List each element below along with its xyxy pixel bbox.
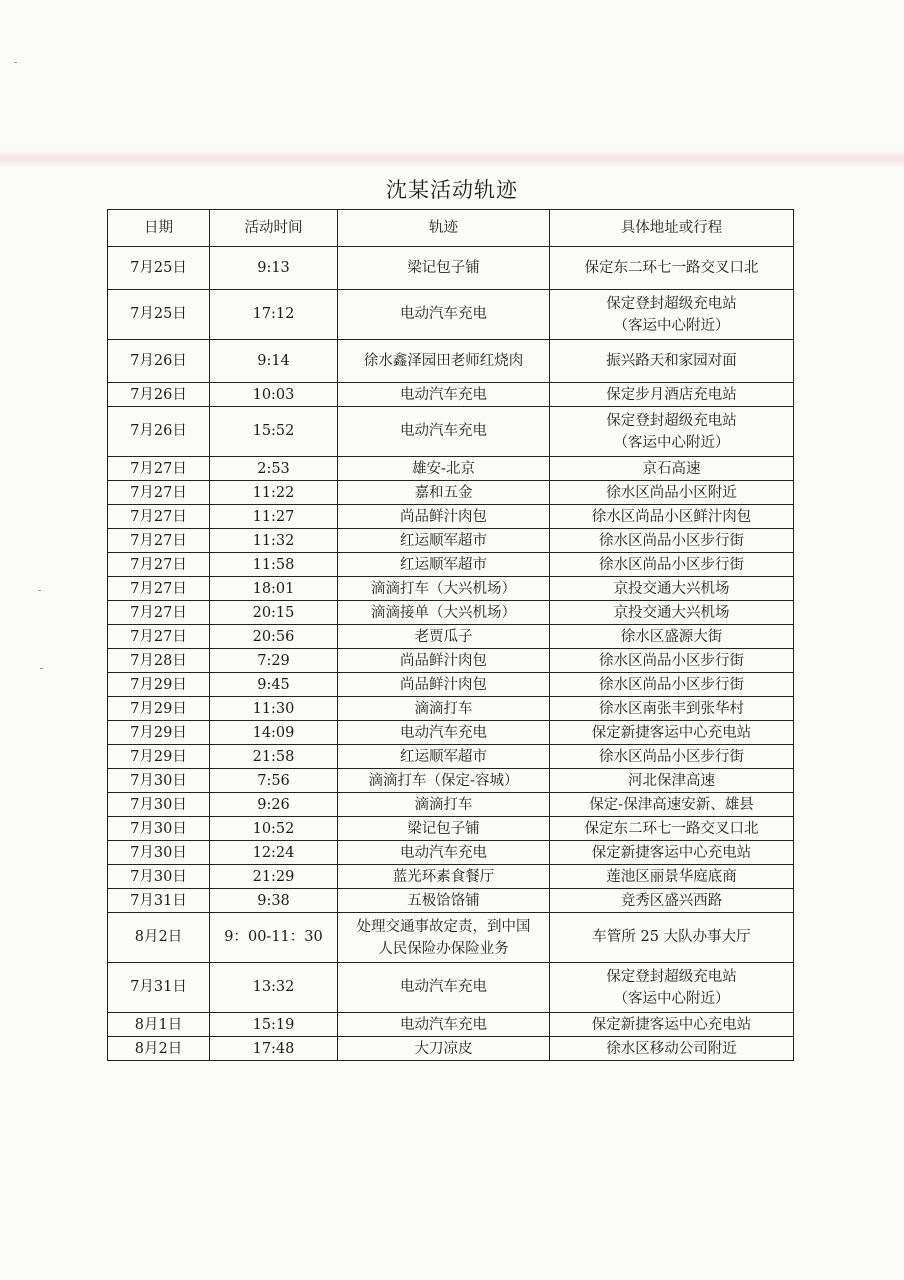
cell-address: 保定步月酒店充电站 (550, 383, 794, 407)
table-row (108, 457, 794, 481)
cell-address: 车管所 25 大队办事大厅 (550, 913, 794, 963)
cell-track: 老贾瓜子 (338, 625, 550, 649)
cell-track: 梁记包子铺 (338, 817, 550, 841)
cell-address: 莲池区丽景华庭底商 (550, 865, 794, 889)
header-address: 具体地址或行程 (550, 210, 794, 247)
cell-date: 7月27日 (108, 577, 210, 601)
cell-track: 红运顺军超市 (338, 745, 550, 769)
cell-line: 处理交通事故定责，到中国 (356, 918, 531, 935)
cell-time: 11:32 (210, 529, 338, 553)
cell-track: 滴滴接单（大兴机场） (338, 601, 550, 625)
cell-time: 18:01 (210, 577, 338, 601)
cell-line: 人民保险办保险业务 (378, 940, 509, 957)
cell-time: 21:29 (210, 865, 338, 889)
cell-time: 9:13 (210, 247, 338, 290)
cell-time: 10:52 (210, 817, 338, 841)
cell-time: 10:03 (210, 383, 338, 407)
cell-track: 滴滴打车（大兴机场） (338, 577, 550, 601)
table-row (108, 505, 794, 529)
cell-date: 7月30日 (108, 865, 210, 889)
table-row (108, 601, 794, 625)
cell-address: 徐水区尚品小区步行街 (550, 673, 794, 697)
cell-time: 14:09 (210, 721, 338, 745)
cell-date: 7月27日 (108, 481, 210, 505)
table-row (108, 649, 794, 673)
table-row (108, 769, 794, 793)
cell-time: 11:27 (210, 505, 338, 529)
cell-date: 8月2日 (108, 1037, 210, 1061)
cell-time: 17:48 (210, 1037, 338, 1061)
cell-date: 7月27日 (108, 529, 210, 553)
cell-date: 7月25日 (108, 290, 210, 340)
cell-date: 7月31日 (108, 963, 210, 1013)
table-row (108, 1013, 794, 1037)
table-row (108, 383, 794, 407)
table-row (108, 247, 794, 290)
cell-track: 徐水鑫泽园田老师红烧肉 (338, 340, 550, 383)
cell-date: 7月30日 (108, 817, 210, 841)
cell-date: 7月28日 (108, 649, 210, 673)
scan-speck (40, 668, 43, 669)
table-row (108, 697, 794, 721)
cell-address: 保定新捷客运中心充电站 (550, 721, 794, 745)
cell-time: 7:56 (210, 769, 338, 793)
cell-time: 20:56 (210, 625, 338, 649)
header-date: 日期 (108, 210, 210, 247)
header-track: 轨迹 (338, 210, 550, 247)
cell-line: （客运中心附近） (613, 317, 730, 334)
cell-track: 电动汽车充电 (338, 290, 550, 340)
cell-address: 徐水区尚品小区附近 (550, 481, 794, 505)
cell-address: 徐水区尚品小区步行街 (550, 745, 794, 769)
cell-address: 徐水区尚品小区步行街 (550, 553, 794, 577)
cell-address: 保定东二环七一路交叉口北 (550, 247, 794, 290)
table-row (108, 721, 794, 745)
cell-track: 滴滴打车 (338, 793, 550, 817)
cell-time: 9:14 (210, 340, 338, 383)
table-row (108, 1037, 794, 1061)
cell-line: （客运中心附近） (613, 434, 730, 451)
cell-time: 9:38 (210, 889, 338, 913)
cell-time: 21:58 (210, 745, 338, 769)
cell-date: 7月29日 (108, 721, 210, 745)
cell-address (550, 290, 794, 340)
table-row (108, 817, 794, 841)
table-row (108, 841, 794, 865)
cell-track: 红运顺军超市 (338, 529, 550, 553)
cell-time: 2:53 (210, 457, 338, 481)
cell-time: 7:29 (210, 649, 338, 673)
cell-date: 7月27日 (108, 553, 210, 577)
cell-address: 保定东二环七一路交叉口北 (550, 817, 794, 841)
cell-address (550, 407, 794, 457)
cell-address: 徐水区尚品小区步行街 (550, 529, 794, 553)
cell-address: 竞秀区盛兴西路 (550, 889, 794, 913)
cell-address: 保定新捷客运中心充电站 (550, 1013, 794, 1037)
table-row (108, 889, 794, 913)
cell-time: 11:58 (210, 553, 338, 577)
cell-line: （客运中心附近） (613, 990, 730, 1007)
cell-time: 9:45 (210, 673, 338, 697)
cell-address: 徐水区盛源大街 (550, 625, 794, 649)
cell-time: 13:32 (210, 963, 338, 1013)
cell-time: 15:19 (210, 1013, 338, 1037)
cell-address: 保定新捷客运中心充电站 (550, 841, 794, 865)
cell-address: 徐水区尚品小区步行街 (550, 649, 794, 673)
cell-line: 保定登封超级充电站 (606, 968, 737, 985)
cell-date: 7月27日 (108, 457, 210, 481)
cell-time: 9:26 (210, 793, 338, 817)
cell-track: 大刀凉皮 (338, 1037, 550, 1061)
table-row (108, 407, 794, 457)
cell-time: 15:52 (210, 407, 338, 457)
cell-date: 7月30日 (108, 793, 210, 817)
scan-artifact-band (0, 150, 904, 168)
scan-speck (38, 590, 41, 591)
table-row (108, 745, 794, 769)
cell-track: 尚品鲜汁肉包 (338, 649, 550, 673)
cell-track: 电动汽车充电 (338, 963, 550, 1013)
cell-time: 12:24 (210, 841, 338, 865)
cell-address: 京石高速 (550, 457, 794, 481)
cell-track: 雄安-北京 (338, 457, 550, 481)
cell-track: 尚品鲜汁肉包 (338, 505, 550, 529)
table-row (108, 481, 794, 505)
cell-date: 7月27日 (108, 505, 210, 529)
cell-address: 保定-保津高速安新、雄县 (550, 793, 794, 817)
cell-date: 7月29日 (108, 745, 210, 769)
cell-track: 电动汽车充电 (338, 383, 550, 407)
table-row (108, 553, 794, 577)
cell-track: 电动汽车充电 (338, 407, 550, 457)
cell-track: 梁记包子铺 (338, 247, 550, 290)
cell-date: 7月29日 (108, 673, 210, 697)
cell-date: 8月2日 (108, 913, 210, 963)
cell-address (550, 963, 794, 1013)
table-row (108, 625, 794, 649)
cell-time: 9：00-11：30 (210, 913, 338, 963)
cell-date: 7月25日 (108, 247, 210, 290)
cell-track: 五极饸饹铺 (338, 889, 550, 913)
cell-address: 徐水区移动公司附近 (550, 1037, 794, 1061)
scan-speck (14, 62, 17, 63)
cell-time: 11:30 (210, 697, 338, 721)
cell-address: 河北保津高速 (550, 769, 794, 793)
document-title: 沈某活动轨迹 (386, 178, 518, 202)
table-row (108, 793, 794, 817)
cell-track: 蓝光环素食餐厅 (338, 865, 550, 889)
cell-date: 7月26日 (108, 407, 210, 457)
cell-address: 振兴路天和家园对面 (550, 340, 794, 383)
cell-track (338, 913, 550, 963)
cell-date: 7月27日 (108, 601, 210, 625)
cell-track: 滴滴打车 (338, 697, 550, 721)
cell-track: 尚品鲜汁肉包 (338, 673, 550, 697)
cell-track: 滴滴打车（保定-容城） (338, 769, 550, 793)
cell-track: 电动汽车充电 (338, 1013, 550, 1037)
cell-track: 电动汽车充电 (338, 721, 550, 745)
table-row (108, 913, 794, 963)
table-row (108, 340, 794, 383)
table-row (108, 290, 794, 340)
header-time: 活动时间 (210, 210, 338, 247)
table-row (108, 673, 794, 697)
cell-date: 7月30日 (108, 769, 210, 793)
table-row (108, 577, 794, 601)
cell-time: 11:22 (210, 481, 338, 505)
activity-table (107, 209, 794, 1061)
table-body (108, 247, 794, 1061)
cell-track: 电动汽车充电 (338, 841, 550, 865)
cell-line: 保定登封超级充电站 (606, 412, 737, 429)
cell-address: 京投交通大兴机场 (550, 577, 794, 601)
cell-track: 嘉和五金 (338, 481, 550, 505)
cell-date: 8月1日 (108, 1013, 210, 1037)
table-header-row (108, 210, 794, 247)
table-row (108, 963, 794, 1013)
table-row (108, 529, 794, 553)
table-row (108, 865, 794, 889)
cell-date: 7月26日 (108, 383, 210, 407)
cell-date: 7月29日 (108, 697, 210, 721)
cell-line: 保定登封超级充电站 (606, 295, 737, 312)
cell-address: 徐水区南张丰到张华村 (550, 697, 794, 721)
cell-date: 7月27日 (108, 625, 210, 649)
cell-time: 17:12 (210, 290, 338, 340)
cell-address: 徐水区尚品小区鲜汁肉包 (550, 505, 794, 529)
cell-date: 7月30日 (108, 841, 210, 865)
cell-time: 20:15 (210, 601, 338, 625)
cell-track: 红运顺军超市 (338, 553, 550, 577)
cell-address: 京投交通大兴机场 (550, 601, 794, 625)
cell-date: 7月26日 (108, 340, 210, 383)
cell-date: 7月31日 (108, 889, 210, 913)
